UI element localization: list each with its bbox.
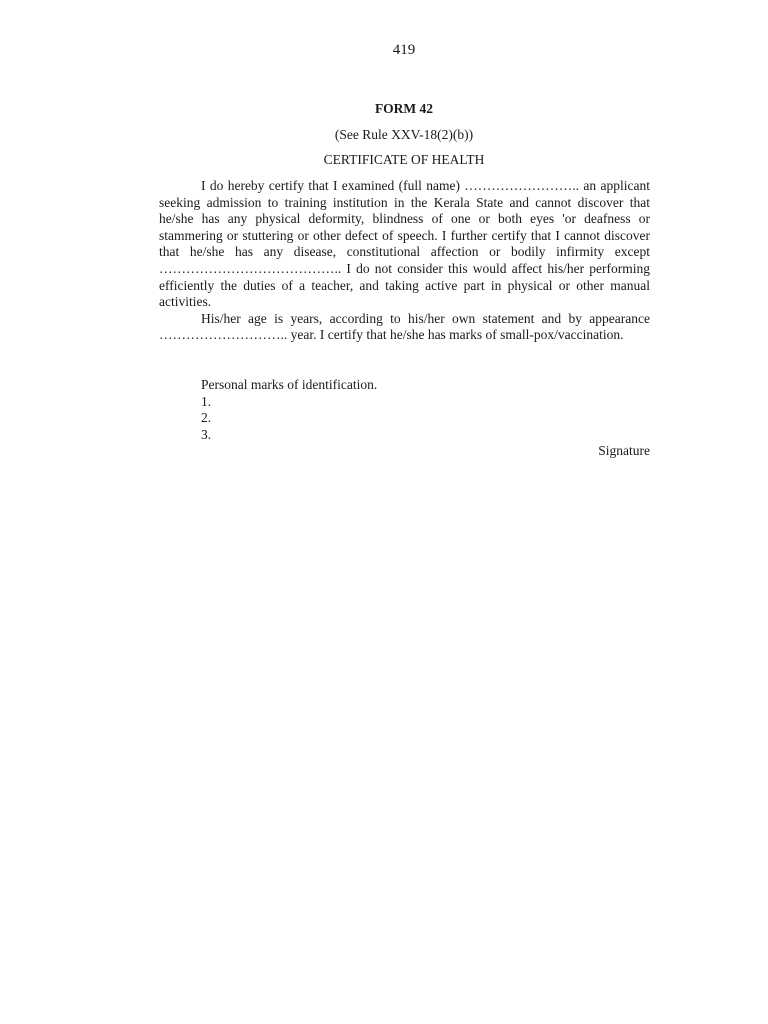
identification-item-3: 3. <box>201 426 212 442</box>
rule-reference: (See Rule XXV-18(2)(b)) <box>334 127 474 142</box>
identification-marks <box>201 377 377 443</box>
signature-label: Signature <box>598 443 650 458</box>
form-title: FORM 42 <box>374 101 434 116</box>
certificate-paragraph-1: I do hereby certify that I examined (full name) …………………….. an applicant seeking admission to training institution in the Kerala State and cannot discover that he/she has any physical deformity, blindness of one or both eyes 'or deafness or stammering or stuttering or other defect of speech. I further certify that I cannot discover that he/she has any disease, constitutional affection or bodily infirmity except ………………………………….. I do not consider this would affect his/her performing efficiently the duties of a teacher, and taking active part in physical or other manual activities. <box>159 178 650 310</box>
page-number: 419 <box>392 42 416 58</box>
identification-item-1: 1. <box>201 393 212 409</box>
certificate-body <box>159 178 650 344</box>
certificate-heading: CERTIFICATE OF HEALTH <box>323 152 485 167</box>
identification-item-2: 2. <box>201 410 212 426</box>
certificate-paragraph-2: His/her age is years, according to his/her own statement and by appearance ……………………….. year. I certify that he/she has marks of small-pox/vaccination. <box>159 310 650 343</box>
identification-label: Personal marks of identification. <box>201 377 378 392</box>
